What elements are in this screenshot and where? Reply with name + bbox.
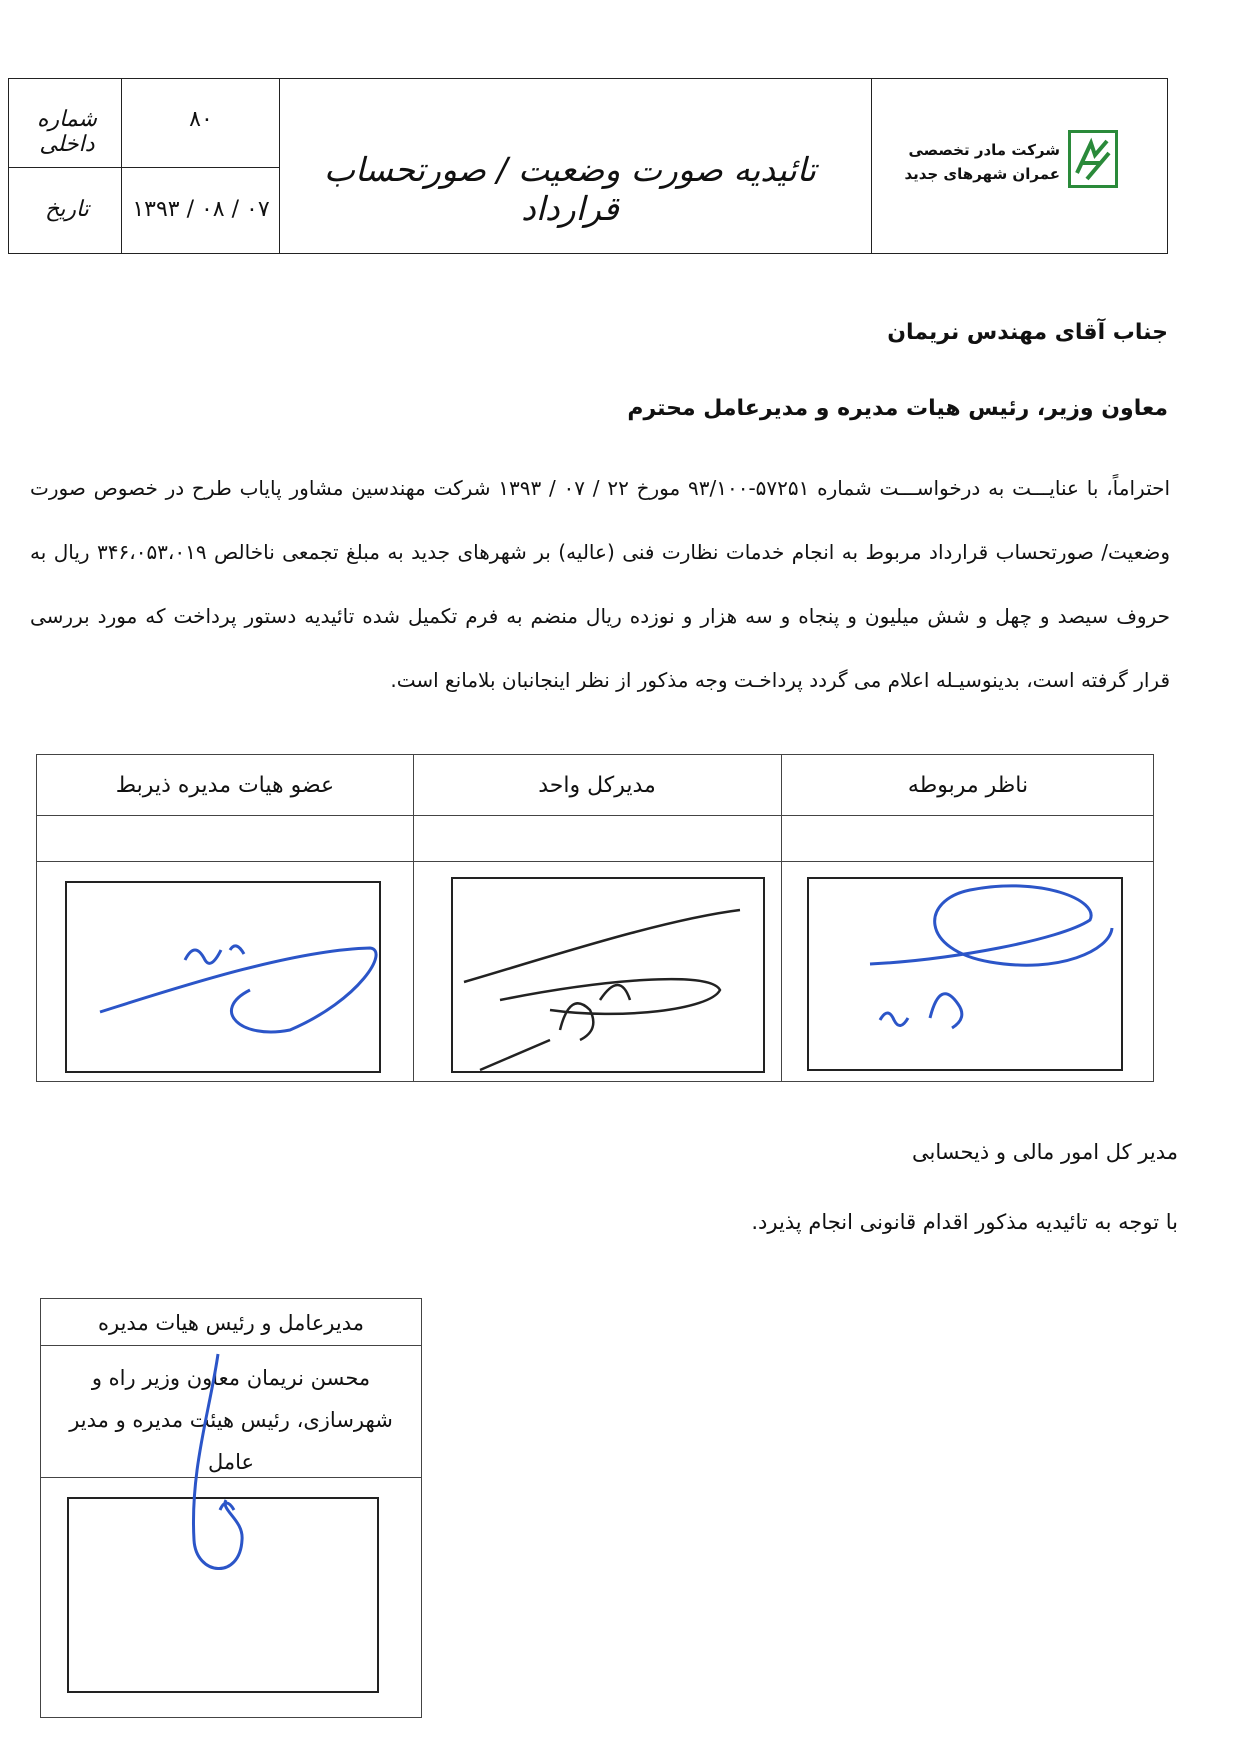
company-logo-icon: [1068, 130, 1118, 188]
header-divider: [871, 79, 872, 253]
col-supervisor-header: ناظر مربوطه: [907, 773, 1029, 798]
addressee-title: معاون وزیر، رئیس هیات مدیره و مدیرعامل محترم: [627, 396, 1168, 421]
signature-supervisor-icon: [860, 880, 1120, 1040]
finance-note: با توجه به تائیدیه مذکور اقدام قانونی انجام پذیرد.: [751, 1210, 1178, 1234]
column-divider: [413, 755, 414, 1081]
date-value: ۱۳۹۳ / ۰۸ / ۰۷: [132, 197, 270, 222]
finance-title: مدیر کل امور مالی و ذیحسابی: [912, 1140, 1178, 1164]
ceo-name-title: محسن نریمان معاون وزیر راه و شهرسازی، رئیس هیئت مدیره و مدیر عامل: [69, 1366, 393, 1474]
signature-board-member-icon: [90, 920, 390, 1040]
internal-number-value: ۸۰: [189, 107, 213, 132]
header-divider: [279, 79, 280, 253]
company-name-line2: عمران شهرهای جدید: [904, 165, 1060, 183]
col-board-member-header: عضو هیات مدیره ذیربط: [115, 773, 335, 798]
col-unit-director-header: مدیرکل واحد: [538, 773, 656, 798]
document-title: تائیدیه صورت وضعیت / صورتحساب قرارداد: [323, 150, 817, 228]
column-divider: [781, 755, 782, 1081]
header-divider: [121, 79, 122, 253]
date-label: تاریخ: [45, 197, 89, 222]
row-divider: [37, 861, 1153, 862]
header-row-divider: [9, 167, 279, 168]
ceo-box-heading: مدیرعامل و رئیس هیات مدیره: [97, 1311, 364, 1335]
row-divider: [41, 1345, 421, 1346]
company-name: [904, 138, 1060, 186]
signature-ceo-icon: [180, 1350, 260, 1590]
internal-number-label: شماره داخلی: [36, 107, 97, 157]
body-paragraph: احتراماً، با عنایـــت به درخواســـت شماره ۵۷۲۵۱-۹۳/۱۰۰ مورخ ۲۲ / ۰۷ / ۱۳۹۳ شرکت مهندسین مشاور پایاب طرح در خصوص صورت وضعیت/ صورتحساب قرارداد مربوط به انجام خدمات نظارت فنی (عالیه) بر شهرهای جدید به مبلغ تجمعی ناخالص ۳۴۶،۰۵۳،۰۱۹ ریال به حروف سیصد و چهل و شش میلیون و پنجاه و سه هزار و نوزده ریال منضم به فرم تکمیل شده تائیدیه دستور پرداخت که مورد بررسی قرار گرفته است، بدینوسیـله اعلام می گردد پرداخـت وجه مذکور از نظر اینجانبان بلامانع است.: [30, 476, 1171, 692]
company-name-line1: شرکت مادر تخصصی: [908, 141, 1060, 159]
signature-unit-director-icon: [460, 900, 760, 1080]
addressee-line: جناب آقای مهندس نریمان: [887, 320, 1168, 345]
row-divider: [37, 815, 1153, 816]
